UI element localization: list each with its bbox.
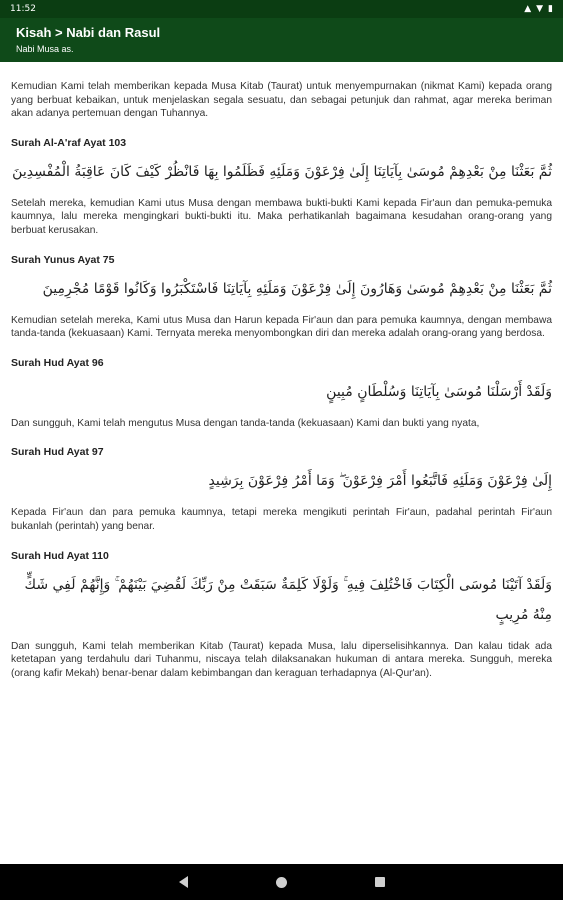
- verse-block: [11, 137, 552, 238]
- verse-translation: Kemudian setelah mereka, Kami utus Musa dan Harun kepada Fir'aun dan para pemuka kaumnya, dengan membawa tanda-tanda (kekuasaan) Kami. Ternyata mereka menyombongkan diri dan mereka adalah orang-orang yang berdosa.: [11, 314, 552, 340]
- verse-heading: Surah Hud Ayat 110: [11, 549, 109, 562]
- notification-icon: ▲: [524, 4, 532, 14]
- wifi-icon: ▼: [536, 4, 544, 14]
- verse-block: [11, 357, 552, 431]
- verse-heading: Surah Hud Ayat 96: [11, 356, 104, 369]
- status-bar: [0, 0, 563, 18]
- back-icon: [179, 876, 188, 888]
- verse-block: [11, 550, 552, 681]
- page-title: Kisah > Nabi dan Rasul: [16, 25, 161, 40]
- verse-heading: Surah Yunus Ayat 75: [11, 253, 115, 266]
- back-button[interactable]: [174, 872, 194, 892]
- home-icon: [276, 877, 287, 888]
- arabic-verse: وَلَقَدْ آتَيْنَا مُوسَى الْكِتَابَ فَاخْتُلِفَ فِيهِ ۚ وَلَوْلَا كَلِمَةٌ سَبَقَتْ مِنْ رَبِّكَ لَقُضِيَ بَيْنَهُمْ ۚ وَإِنَّهُمْ لَفِي شَكٍّ مِنْهُ مُرِيبٍ: [24, 576, 552, 623]
- verse-translation: Kepada Fir'aun dan para pemuka kaumnya, tetapi mereka mengikuti perintah Fir'aun, padahal perintah Fir'aun bukanlah (perintah) yang benar.: [11, 507, 552, 532]
- arabic-verse: وَلَقَدْ أَرْسَلْنَا مُوسَىٰ بِآيَاتِنَا وَسُلْطَانٍ مُبِينٍ: [326, 383, 552, 400]
- arabic-verse: ثُمَّ بَعَثْنَا مِنْ بَعْدِهِمْ مُوسَىٰ بِآيَاتِنَا إِلَىٰ فِرْعَوْنَ وَمَلَئِهِ فَظَلَمُوا بِهَا فَانْظُرْ كَيْفَ كَانَ عَاقِبَةُ الْمُفْسِدِينَ: [12, 163, 552, 180]
- verse-translation: Dan sungguh, Kami telah memberikan Kitab (Taurat) kepada Musa, lalu diperselisihkannya. Dan kalau tidak ada ketetapan yang terdahulu dari Tuhanmu, niscaya telah dilaksanakan hukuman di antara mereka. Sungguh, mereka (orang kafir Mekah) benar-benar dalam kebimbangan dan keraguan terhadapnya (Al-Qur'an).: [11, 640, 552, 679]
- verse-translation: Setelah mereka, kemudian Kami utus Musa dengan membawa bukti-bukti Kami kepada Fir'aun dan pemuka-pemuka kaumnya, lalu mereka mengingkari bukti-bukti itu. Maka perhatikanlah bagaimana kesudahan orang-orang yang berbuat kerusakan.: [11, 197, 552, 236]
- system-nav-bar: [0, 864, 563, 900]
- home-button[interactable]: [272, 872, 292, 892]
- status-icons: [524, 4, 553, 14]
- arabic-verse: إِلَىٰ فِرْعَوْنَ وَمَلَئِهِ فَاتَّبَعُوا أَمْرَ فِرْعَوْنَ ۖ وَمَا أَمْرُ فِرْعَوْنَ بِرَشِيدٍ: [208, 473, 552, 490]
- recents-button[interactable]: [370, 872, 390, 892]
- app-bar: [0, 18, 563, 62]
- battery-icon: ▮: [548, 4, 553, 14]
- verse-translation: Dan sungguh, Kami telah mengutus Musa dengan tanda-tanda (kekuasaan) Kami dan bukti yang nyata,: [11, 417, 480, 429]
- recents-icon: [375, 877, 385, 887]
- page-subtitle: Nabi Musa as.: [16, 44, 74, 54]
- verse-block: [11, 254, 552, 341]
- arabic-verse: ثُمَّ بَعَثْنَا مِنْ بَعْدِهِمْ مُوسَىٰ وَهَارُونَ إِلَىٰ فِرْعَوْنَ وَمَلَئِهِ بِآيَاتِنَا فَاسْتَكْبَرُوا وَكَانُوا قَوْمًا مُجْرِمِينَ: [42, 280, 552, 297]
- verse-heading: Surah Al-A'raf Ayat 103: [11, 136, 127, 149]
- verse-heading: Surah Hud Ayat 97: [11, 446, 104, 459]
- intro-paragraph: Kemudian Kami telah memberikan kepada Musa Kitab (Taurat) untuk menyempurnakan (nikmat Kami) kepada orang yang berbuat kebaikan, untuk menjelaskan segala sesuatu, dan sebagai petunjuk dan rahmat, agar mereka beriman akan adanya pertemuan dengan Tuhannya.: [11, 81, 552, 120]
- story-content[interactable]: [0, 62, 563, 864]
- status-time: 11:52: [10, 4, 36, 14]
- verse-block: [11, 446, 552, 533]
